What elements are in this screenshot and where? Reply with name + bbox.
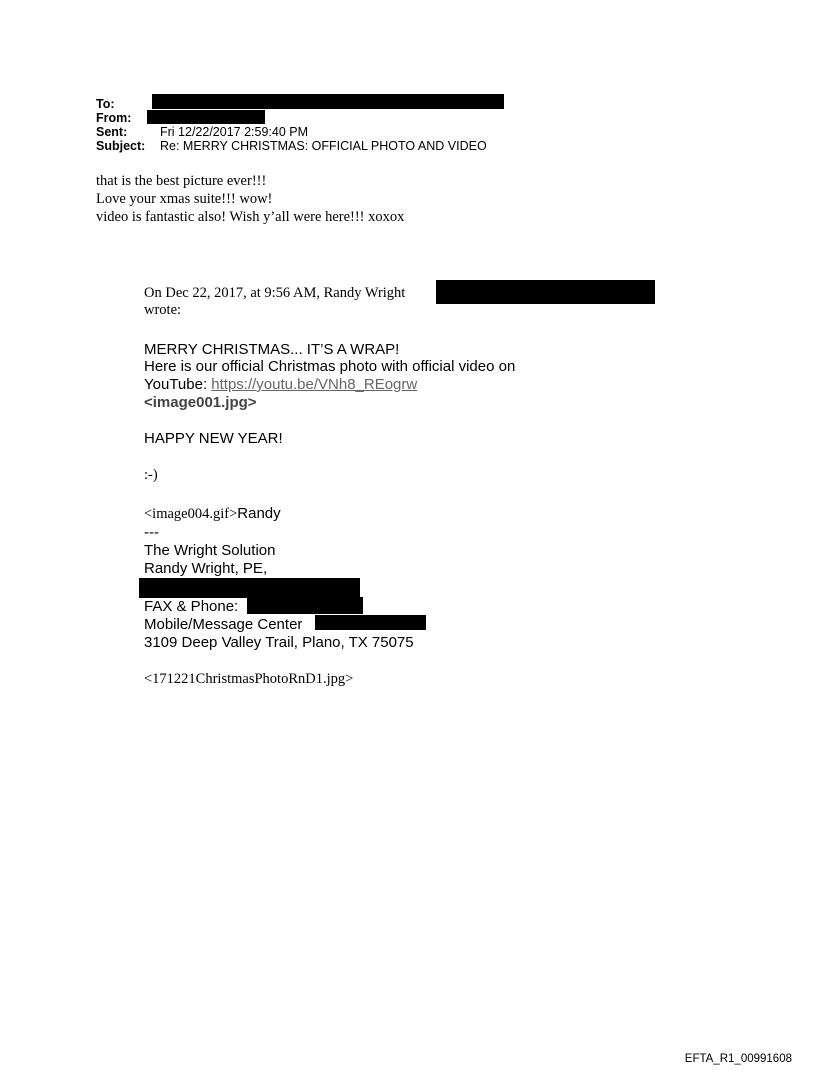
signature-company: The Wright Solution [144,542,276,559]
from-label: From: [96,111,132,125]
from-redaction [147,110,265,124]
sent-value: Fri 12/22/2017 2:59:40 PM [160,125,309,139]
photo-attachment[interactable]: <171221ChristmasPhotoRnD1.jpg> [144,671,354,687]
subject-row [96,139,145,153]
to-redaction [152,94,504,109]
sent-label: Sent: [96,125,128,139]
sender-email-redaction [436,280,655,304]
to-row [96,97,115,111]
sent-row [96,125,127,139]
mobile-redaction [315,615,426,630]
youtube-prefix: YouTube: [144,376,212,393]
fax-phone-redaction [247,597,363,614]
quoted-line-2: Here is our official Christmas photo with official video on [144,358,516,375]
attribution-line-2: wrote: [144,302,182,318]
subject-label: Subject: [96,139,146,153]
signature-dashes: --- [144,524,159,541]
attribution-line-1: On Dec 22, 2017, at 9:56 AM, Randy Wright [144,285,406,301]
smiley: :-) [144,467,158,483]
signature-redaction [139,578,360,598]
signature-name-title: Randy Wright, PE, [144,560,268,577]
signature-address: 3109 Deep Valley Trail, Plano, TX 75075 [144,634,414,651]
mobile-label: Mobile/Message Center [144,616,303,633]
reply-line-2: Love your xmas suite!!! wow! [96,191,273,207]
subject-value: Re: MERRY CHRISTMAS: OFFICIAL PHOTO AND VIDEO [160,139,487,153]
image004-attachment[interactable]: <image004.gif> [144,506,238,522]
fax-phone-label: FAX & Phone: [144,598,239,615]
youtube-link[interactable]: https://youtu.be/VNh8_REogrw [211,376,418,393]
from-row [96,111,131,125]
image001-attachment[interactable]: <image001.jpg> [144,394,257,411]
youtube-line [144,376,417,394]
reply-line-1: that is the best picture ever!!! [96,173,267,189]
quoted-line-1: MERRY CHRISTMAS... IT’S A WRAP! [144,341,400,358]
signature-randy: Randy [237,505,281,522]
document-id: EFTA_R1_00991608 [684,1053,792,1065]
signature-start-line [144,505,281,523]
happy-new-year: HAPPY NEW YEAR! [144,430,283,447]
reply-line-3: video is fantastic also! Wish y’all were here!!! xoxox [96,209,405,225]
to-label: To: [96,97,115,111]
